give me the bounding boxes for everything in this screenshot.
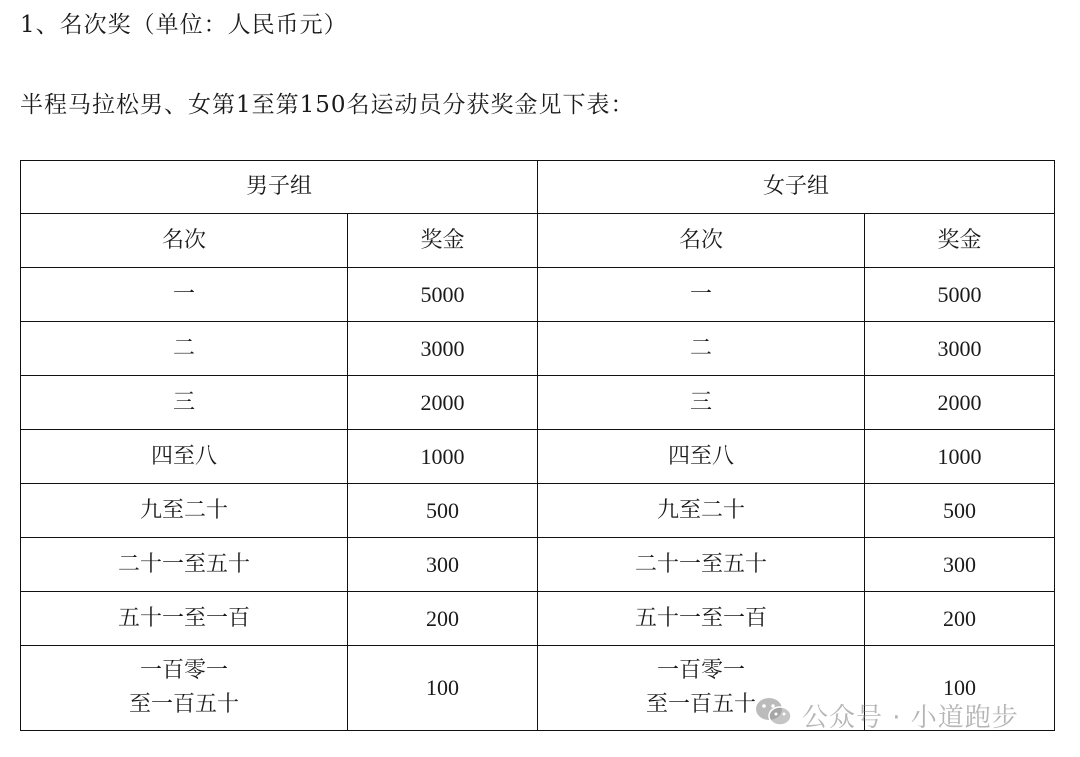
men-rank-cell: 二十一至五十 (21, 538, 348, 592)
men-rank-cell: 三 (21, 376, 348, 430)
column-header-prize: 奖金 (348, 214, 538, 268)
women-rank-cell: 四至八 (538, 430, 865, 484)
women-rank-cell: 九至二十 (538, 484, 865, 538)
watermark (754, 695, 1019, 735)
column-header-row (21, 214, 1055, 268)
men-rank-cell: 五十一至一百 (21, 592, 348, 646)
women-prize-cell: 1000 (865, 430, 1055, 484)
table-row (21, 484, 1055, 538)
men-group-header: 男子组 (21, 161, 538, 214)
rank-line-2: 至一百五十 (646, 692, 757, 717)
column-header-rank: 名次 (538, 214, 865, 268)
table-row (21, 376, 1055, 430)
men-prize-cell: 100 (348, 646, 538, 731)
women-prize-cell: 500 (865, 484, 1055, 538)
table-row (21, 322, 1055, 376)
column-header-rank: 名次 (21, 214, 348, 268)
men-prize-cell: 1000 (348, 430, 538, 484)
group-header-row (21, 161, 1055, 214)
table-row (21, 430, 1055, 484)
men-rank-cell: 九至二十 (21, 484, 348, 538)
women-rank-cell: 三 (538, 376, 865, 430)
prize-table (20, 160, 1055, 731)
section-heading: 1、名次奖（单位：人民币元） (20, 12, 348, 38)
women-rank-cell: 一 (538, 268, 865, 322)
men-prize-cell: 200 (348, 592, 538, 646)
watermark-text: 公众号 · 小道跑步 (802, 702, 1019, 733)
wechat-icon (754, 695, 802, 736)
men-rank-cell: 二 (21, 322, 348, 376)
women-prize-cell: 5000 (865, 268, 1055, 322)
women-rank-cell: 二十一至五十 (538, 538, 865, 592)
women-prize-cell: 300 (865, 538, 1055, 592)
women-rank-cell: 二 (538, 322, 865, 376)
women-rank-cell: 五十一至一百 (538, 592, 865, 646)
men-prize-cell: 3000 (348, 322, 538, 376)
men-rank-cell: 四至八 (21, 430, 348, 484)
table-row (21, 592, 1055, 646)
rank-line-2: 至一百五十 (128, 692, 239, 717)
table-row (21, 268, 1055, 322)
men-prize-cell: 500 (348, 484, 538, 538)
women-prize-cell: 3000 (865, 322, 1055, 376)
table-row (21, 538, 1055, 592)
women-group-header: 女子组 (538, 161, 1055, 214)
men-prize-cell: 2000 (348, 376, 538, 430)
women-prize-cell: 2000 (865, 376, 1055, 430)
men-rank-cell: 一 (21, 268, 348, 322)
women-prize-cell: 200 (865, 592, 1055, 646)
men-rank-cell (21, 646, 348, 731)
column-header-prize: 奖金 (865, 214, 1055, 268)
men-prize-cell: 300 (348, 538, 538, 592)
intro-text: 半程马拉松男、女第1至第150名运动员分获奖金见下表： (20, 92, 635, 118)
women-prize-cell: 100 (865, 646, 1055, 731)
rank-line-1: 一百零一 (657, 658, 746, 683)
men-prize-cell: 5000 (348, 268, 538, 322)
rank-line-1: 一百零一 (139, 658, 228, 683)
